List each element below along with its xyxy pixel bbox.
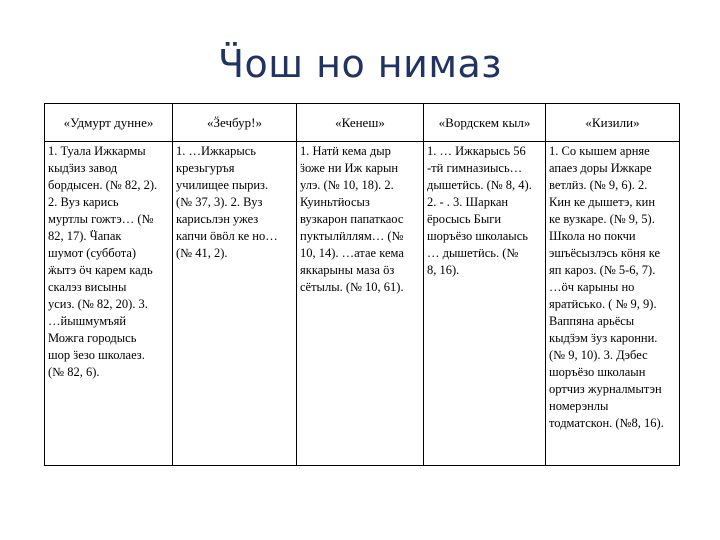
cell-udmurt-dunne: 1. Туала Ижкармы кыдӟиз завод бордысен. (№ 82, 2). 2. Вуз карись муртлы гожтэ… (№ 82, 17). Ӵапак шумот (суббота) ӝытэ ӧч карем кадь скалэз висыны усиз. (№ 82, 20). 3. …йышмумъяй Можга городысь шор ӟезо школаез. (№ 82, 6). [45,142,173,466]
header-vordskem-kyl: «Вордскем кыл» [424,104,546,142]
page-title: Ӵош но нимаз [217,42,503,86]
cell-kizili: 1. Со кышем арняе апаез доры Ижкаре ветлӥз. (№ 9, 6). 2. Кин ке дышетэ, кин ке вузкаре. (№ 9, 5). Школа но покчи эшъёсызлэсь кӧня ке яп кароз. (№ 5-6, 7). …ӧч карыны но яратӥськo. ( № 9, 9). Ваппяна арьёсы кыдӟэм ӟуз каронни. (№ 9, 10). 3. Дэбес шоръёзо школаын ортчиз журналмытэн номерэнлы тодматскон. (№8, 16). [546,142,680,466]
newspaper-examples-table [44,103,680,466]
header-kenesh: «Кенеш» [297,104,424,142]
cell-kenesh: 1. Натӥ кема дыр ӟоже ни Иж карын улэ. (№ 10, 18). 2. Куиньтӥосыз вузкарон папаткаос пуктылӥллям… (№ 10, 14). …атае кема яккарыны маза ӧз сётылы. (№ 10, 61). [297,142,424,466]
table-header-row [45,104,680,142]
table-row [45,142,680,466]
header-zechbur: «Ӟечбур!» [173,104,297,142]
header-kizili: «Кизили» [546,104,680,142]
cell-vordskem-kyl: 1. … Ижкарысь 56 -тӥ гимназиысь… дышетӥсь. (№ 8, 4). 2. - . 3. Шаркан ёросысь Быги шоръёзо школаысь … дышетӥсь. (№ 8, 16). [424,142,546,466]
header-udmurt-dunne: «Удмурт дунне» [45,104,173,142]
cell-zechbur: 1. …Ижкарысь крезьгуръя училищее пыриз. (№ 37, 3). 2. Вуз карисьлэн ужез капчи ӧвӧл ке но… (№ 41, 2). [173,142,297,466]
